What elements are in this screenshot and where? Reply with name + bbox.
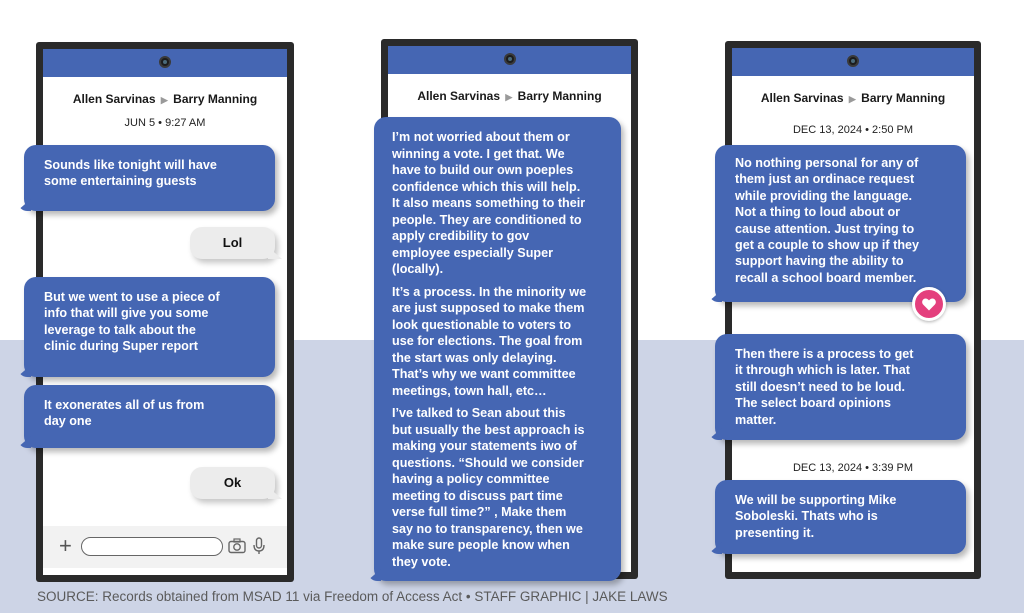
message-input-bar [43,526,287,568]
plus-icon[interactable]: + [59,533,72,558]
message-line: Not a thing to loud about or [735,205,901,220]
message-line: people. They are conditioned to [392,212,582,227]
message-line: Then there is a process to get [735,347,914,361]
conversation-header [388,89,631,103]
triangle-right-icon: ▶ [160,95,168,105]
message-line: still doesn’t need to be loud. [735,379,906,394]
message-line: The select board opinions [735,396,892,411]
recipient-name: Barry Manning [861,91,946,105]
message-line: Sounds like tonight will have [44,158,217,172]
message-line: are just supposed to make them [392,301,585,315]
sender-name: Allen Sarvinas [760,91,844,105]
message-bubble [715,334,966,440]
timestamp: DEC 13, 2024 • 2:50 PM [792,124,914,136]
status-bar [388,46,631,74]
sender-name: Allen Sarvinas [72,92,156,106]
message-line: but usually the best approach is [392,422,585,437]
message-line: matter. [735,412,777,427]
message-line: verse full time?” , Make them [392,505,567,519]
reply-text: Ok [223,475,242,490]
front-camera-icon [504,53,516,65]
reply-bubble [190,227,275,259]
source-credit: SOURCE: Records obtained from MSAD 11 via Freedom of Access Act • STAFF GRAPHIC | JAKE LAWS [37,589,668,604]
message-line: winning a vote. I get that. We [392,146,565,161]
message-line: It also means something to their [392,196,586,210]
message-line: leverage to talk about the [44,322,196,337]
microphone-icon[interactable] [253,537,265,555]
message-line: they vote. [392,554,451,569]
message-line: I’m not worried about them or [392,130,570,144]
message-line: presenting it. [735,525,815,540]
message-line: making your statements iwo of [392,439,577,453]
message-line: use for elections. The goal from [392,334,583,348]
front-camera-icon [847,55,859,67]
message-line: have to build our own poeples [392,163,574,177]
message-line: But we went to use a piece of [44,290,220,304]
bubble-tail [17,199,31,211]
reply-bubble [190,467,275,499]
message-line: employee especially Super [392,245,554,260]
message-line: meeting to discuss part time [392,488,563,503]
status-bar [732,48,974,76]
heart-icon [922,298,936,311]
message-line: That’s why we want committee [392,367,576,381]
message-line: it through which is later. That [735,363,910,378]
front-camera-icon [159,56,171,68]
conversation-header [43,92,287,106]
message-line: look questionable to voters to [392,317,572,332]
message-line: It exonerates all of us from [44,398,205,412]
message-line: recall a school board member. [735,270,917,285]
recipient-name: Barry Manning [173,92,258,106]
message-line: We will be supporting Mike [735,493,897,507]
bubble-tail [708,290,722,302]
conversation-header [732,91,974,105]
message-line: apply credibility to gov [392,229,530,243]
message-paragraph [392,129,621,278]
status-bar [43,49,287,77]
message-bubble [24,145,275,211]
message-input[interactable] [81,537,223,556]
message-line: clinic during Super report [44,339,198,354]
triangle-right-icon: ▶ [848,94,856,104]
timestamp: DEC 13, 2024 • 3:39 PM [792,462,914,474]
message-line: some entertaining guests [44,174,197,189]
message-paragraph [392,405,621,570]
message-bubble [374,117,621,581]
triangle-right-icon: ▶ [505,92,513,102]
message-line: confidence which this will help. [392,179,581,194]
reply-text: Lol [222,235,243,250]
message-line: questions. “Should we consider [392,455,584,470]
message-bubble [24,277,275,377]
message-line: the start was only delaying. [392,350,557,365]
message-line: Soboleski. Thats who is [735,509,878,524]
message-line: while providing the language. [735,188,913,203]
message-line: meetings, town hall, etc… [392,383,547,398]
message-line: day one [44,414,92,429]
recipient-name: Barry Manning [517,89,602,103]
message-line: info that will give you some [44,306,209,321]
message-line: I’ve talked to Sean about this [392,406,566,420]
message-line: It’s a process. In the minority we [392,284,587,299]
message-line: having a policy committee [392,472,550,486]
message-line: get a couple to show up if they [735,238,920,253]
message-bubble [24,385,275,448]
message-paragraph [392,284,621,400]
message-bubble [715,145,966,302]
timestamp: JUN 5 • 9:27 AM [124,117,206,129]
message-bubble [715,480,966,554]
sender-name: Allen Sarvinas [417,89,501,103]
message-line: cause attention. Just trying to [735,221,915,236]
message-line: support having the ability to [735,254,904,269]
message-line: them just an ordinace request [735,172,915,187]
message-line: say no to transparency, then we [392,521,583,536]
camera-icon[interactable] [228,538,246,554]
message-line: make sure people know when [392,538,570,552]
heart-reaction[interactable] [912,287,946,321]
message-line: No nothing personal for any of [735,156,919,170]
message-line: (locally). [392,262,444,276]
